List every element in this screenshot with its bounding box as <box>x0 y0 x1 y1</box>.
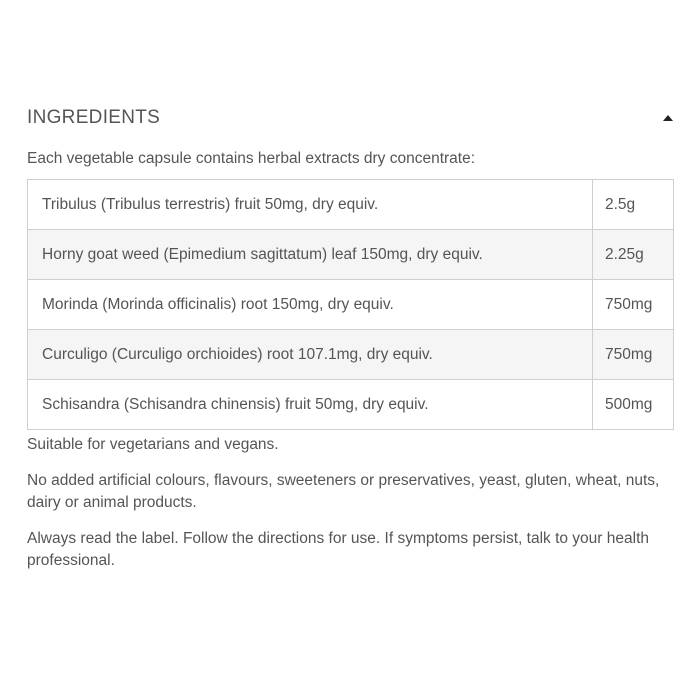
ingredient-name: Morinda (Morinda officinalis) root 150mg, dry equiv. <box>28 280 593 330</box>
table-row <box>28 230 674 280</box>
ingredients-table <box>27 179 674 430</box>
table-row <box>28 330 674 380</box>
ingredient-amount: 2.5g <box>593 180 674 230</box>
ingredient-amount: 750mg <box>593 330 674 380</box>
table-row <box>28 180 674 230</box>
collapse-toggle-button[interactable] <box>658 108 678 128</box>
caret-up-icon <box>663 115 673 121</box>
ingredient-name: Tribulus (Tribulus terrestris) fruit 50mg, dry equiv. <box>28 180 593 230</box>
ingredients-notes <box>27 434 674 572</box>
section-title: INGREDIENTS <box>27 107 161 128</box>
ingredient-name: Schisandra (Schisandra chinensis) fruit 50mg, dry equiv. <box>28 380 593 430</box>
ingredient-amount: 750mg <box>593 280 674 330</box>
ingredient-amount: 2.25g <box>593 230 674 280</box>
ingredients-section <box>27 105 674 572</box>
ingredient-name: Horny goat weed (Epimedium sagittatum) leaf 150mg, dry equiv. <box>28 230 593 280</box>
ingredient-amount: 500mg <box>593 380 674 430</box>
note-vegetarian: Suitable for vegetarians and vegans. <box>27 436 279 453</box>
ingredients-header[interactable] <box>27 105 674 131</box>
table-row <box>28 280 674 330</box>
ingredient-name: Curculigo (Curculigo orchioides) root 107.1mg, dry equiv. <box>28 330 593 380</box>
note-no-additives: No added artificial colours, flavours, sweeteners or preservatives, yeast, gluten, wheat, nuts, dairy or animal products. <box>27 472 660 511</box>
ingredients-intro: Each vegetable capsule contains herbal extracts dry concentrate: <box>27 150 476 167</box>
note-read-label: Always read the label. Follow the directions for use. If symptoms persist, talk to your health professional. <box>27 530 649 569</box>
table-row <box>28 380 674 430</box>
